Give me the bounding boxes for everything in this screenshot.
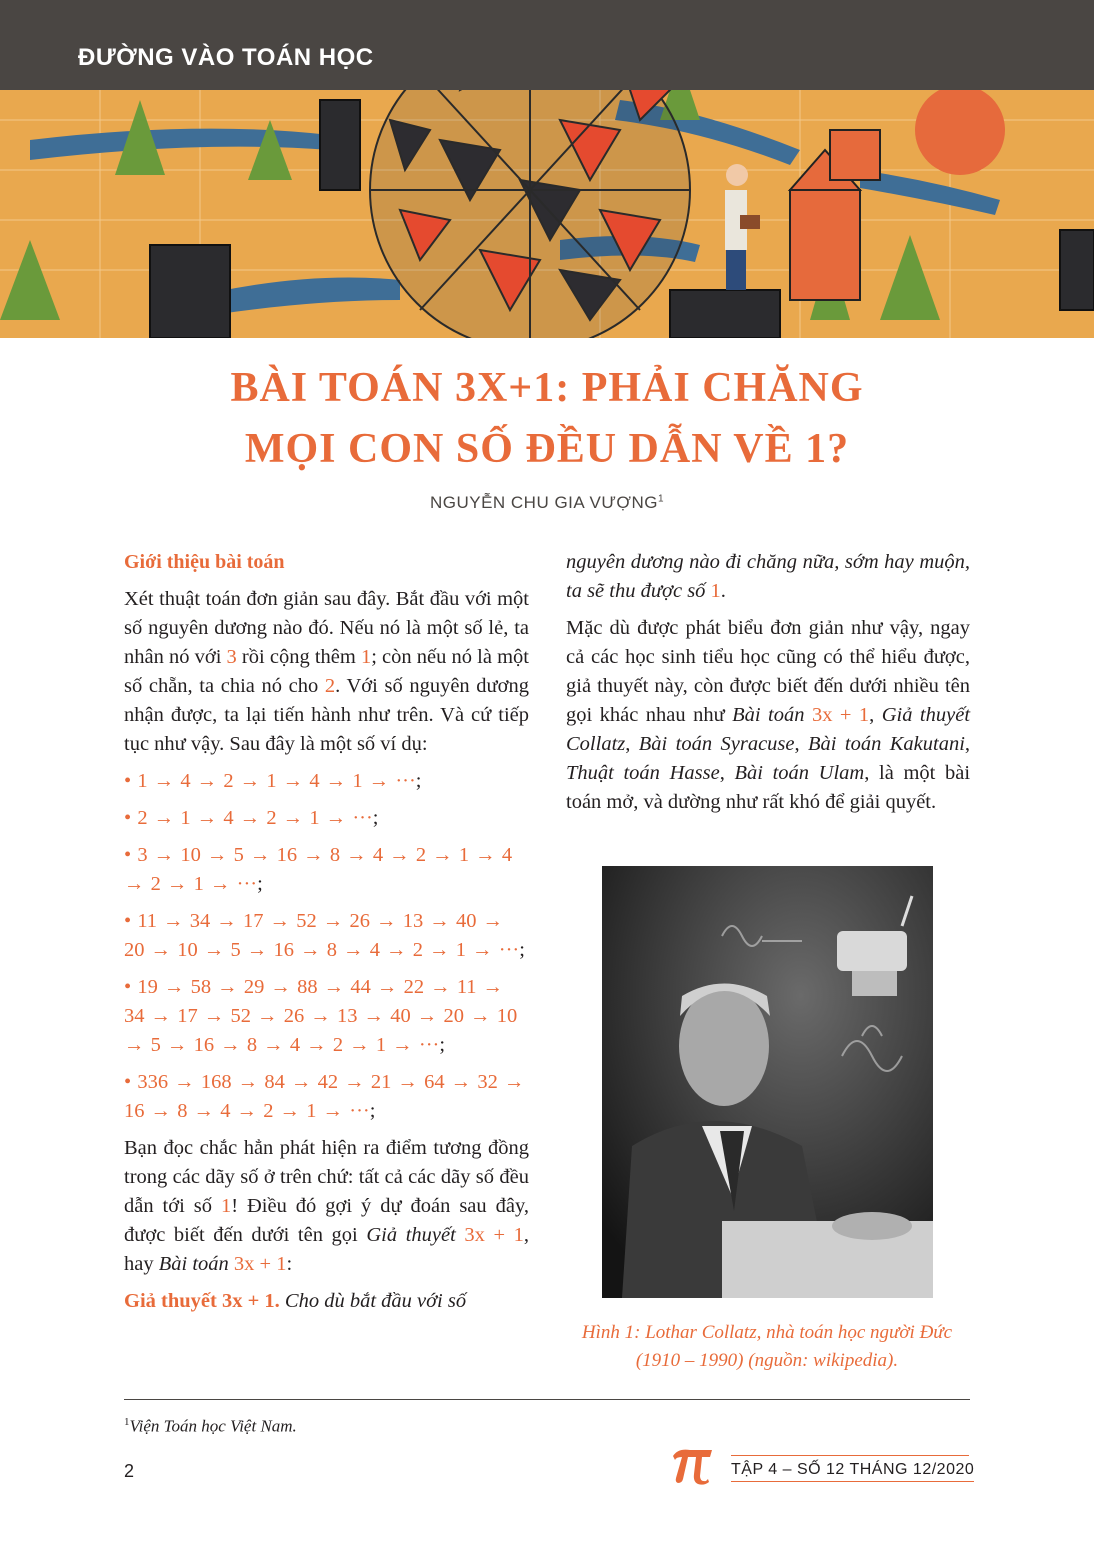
article-title-line2: MỌI CON SỐ ĐỀU DẪN VỀ 1?	[244, 426, 850, 472]
caption-line1: Hình 1: Lothar Collatz, nhà toán học người Đức	[581, 1322, 953, 1343]
intro-paragraph: Xét thuật toán đơn giản sau đây. Bắt đầu với một số nguyên dương nào đó. Nếu nó là một số lẻ, ta nhân nó với 3 rồi cộng thêm 1; còn nếu nó là một số chẵn, ta chia nó cho 2. Với số nguyên dương nhận được, ta lại tiến hành như trên. Và cứ tiếp tục như vậy. Sau đây là một số ví dụ:	[124, 588, 529, 755]
left-column	[124, 548, 529, 1324]
section-heading: Giới thiệu bài toán	[124, 551, 285, 573]
issue-rule	[731, 1455, 969, 1456]
footnote: $^1$Viện Toán học Việt Nam.	[124, 1416, 297, 1436]
sequence-item: • 3 → 10 → 5 → 16 → 8 → 4 → 2 → 1 → 4 → 2 → 1 → ···;	[124, 844, 513, 895]
sequence-item: • 1 → 4 → 2 → 1 → 4 → 1 → ···;	[124, 770, 422, 792]
sequence-item: • 11 → 34 → 17 → 52 → 26 → 13 → 40 → 20 → 10 → 5 → 16 → 8 → 4 → 2 → 1 → ···;	[124, 910, 525, 961]
figure-caption	[560, 1319, 974, 1375]
right-column	[566, 548, 970, 825]
article-title-line1: BÀI TOÁN 3X+1: PHẢI CHĂNG	[230, 365, 864, 411]
sequence-item: • 19 → 58 → 29 → 88 → 44 → 22 → 11 → 34 → 17 → 52 → 26 → 13 → 40 → 20 → 10 → 5 → 16 → 8 → 4 → 2 → 1 → ···;	[124, 976, 518, 1056]
footnote-rule	[124, 1399, 970, 1400]
names-paragraph: Mặc dù được phát biểu đơn giản như vậy, ngay cả các học sinh tiểu học cũng có thể hiểu được, giả thuyết này, còn được biết đến dưới nhiều tên gọi khác nhau như Bài toán 3x + 1, Giả thuyết Collatz, Bài toán Syracuse, Bài toán Kakutani, Thuật toán Hasse, Bài toán Ulam, là một bài toán mở, và dường như rất khó để giải quyết.	[566, 617, 971, 813]
header-banner	[0, 0, 1094, 338]
conjecture-continuation: nguyên dương nào đi chăng nữa, sớm hay muộn, ta sẽ thu được số 1.	[566, 551, 970, 602]
page-number: 2	[124, 1461, 135, 1481]
section-label: ĐƯỜNG VÀO TOÁN HỌC	[78, 44, 374, 71]
article-author	[0, 493, 1094, 513]
pi-logo-icon	[670, 1446, 714, 1486]
author-name: NGUYỄN CHU GIA VƯỢNG	[429, 493, 658, 512]
sequence-item: • 336 → 168 → 84 → 42 → 21 → 64 → 32 → 16 → 8 → 4 → 2 → 1 → ···;	[124, 1071, 525, 1122]
author-note-mark: 1	[657, 493, 665, 505]
photo-illustration	[602, 866, 933, 1298]
caption-line2: (1910 – 1990) (nguồn: wikipedia).	[635, 1350, 899, 1371]
observation-paragraph: Bạn đọc chắc hẳn phát hiện ra điểm tương đồng trong các dãy số ở trên chứ: tất cả các dãy số đều dẫn tới số 1! Điều đó gợi ý dự đoán sau đây, được biết đến dưới tên gọi Giả thuyết 3x + 1, hay Bài toán 3x + 1:	[124, 1137, 529, 1275]
collatz-photo	[602, 866, 933, 1298]
sequence-item: • 2 → 1 → 4 → 2 → 1 → ···;	[124, 807, 379, 829]
conjecture-statement: Giả thuyết 3x + 1. Cho dù bắt đầu với số	[124, 1290, 467, 1312]
issue-label: TẬP 4 – SỐ 12 THÁNG 12/2020	[731, 1461, 974, 1482]
